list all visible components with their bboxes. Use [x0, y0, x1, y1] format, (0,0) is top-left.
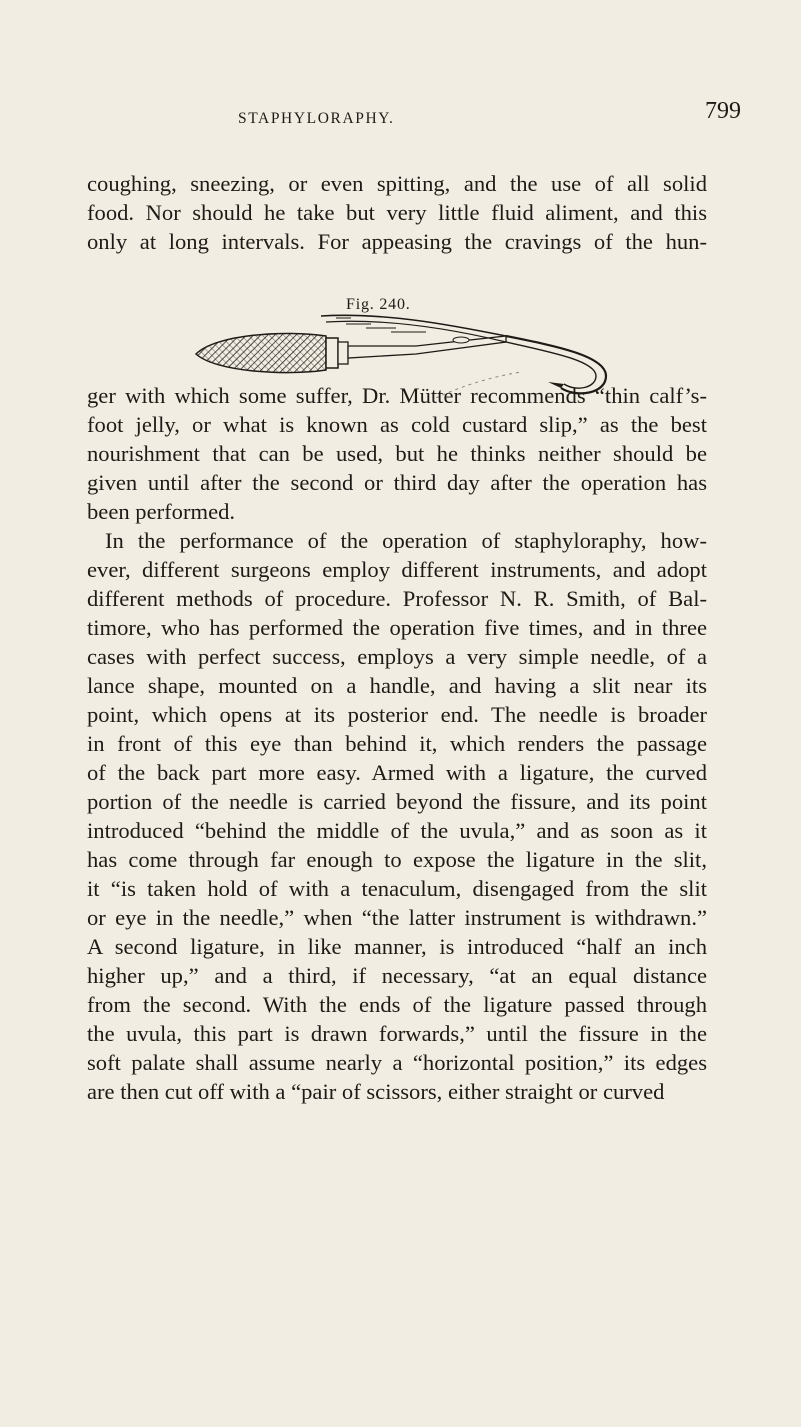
text-line: the uvula, this part is drawn forwards,” until the fissure in the [87, 1021, 707, 1046]
text-line: coughing, sneezing, or even spitting, and the use of all solid [87, 171, 707, 196]
text-line: or eye in the needle,” when “the latter instrument is withdrawn.” [87, 905, 707, 930]
text-line: of the back part more easy. Armed with a ligature, the curved [87, 760, 707, 785]
text-line: food. Nor should he take but very little fluid aliment, and this [87, 200, 707, 225]
text-line: in front of this eye than behind it, which renders the passage [87, 731, 707, 756]
figure-caption: Fig. 240. [346, 296, 411, 313]
paragraph-2 [87, 381, 707, 1106]
text-line: portion of the needle is carried beyond the fissure, and its point [87, 789, 707, 814]
text-line: lance shape, mounted on a handle, and having a slit near its [87, 673, 707, 698]
text-line: higher up,” and a third, if necessary, “at an equal distance [87, 963, 707, 988]
text-line: In the performance of the operation of staphyloraphy, how- [105, 528, 707, 553]
text-line: soft palate shall assume nearly a “horizontal position,” its edges [87, 1050, 707, 1075]
text-line: has come through far enough to expose the ligature in the slit, [87, 847, 707, 872]
text-line: are then cut off with a “pair of scissors, either straight or curved [87, 1079, 665, 1104]
text-line: given until after the second or third day after the operation has [87, 470, 707, 495]
text-line: from the second. With the ends of the ligature passed through [87, 992, 707, 1017]
page-number: 799 [705, 98, 741, 124]
text-line: point, which opens at its posterior end. The needle is broader [87, 702, 707, 727]
text-line: different methods of procedure. Professor N. R. Smith, of Bal- [87, 586, 707, 611]
running-title: STAPHYLORAPHY. [238, 110, 395, 127]
text-line: ever, different surgeons employ different instruments, and adopt [87, 557, 707, 582]
text-line: only at long intervals. For appeasing the cravings of the hun- [87, 229, 707, 254]
text-line: nourishment that can be used, but he thinks neither should be [87, 441, 707, 466]
text-line: ger with which some suffer, Dr. Mütter recommends “thin calf’s- [87, 383, 707, 408]
paragraph-1 [87, 169, 707, 256]
text-line: been performed. [87, 499, 236, 524]
text-line: introduced “behind the middle of the uvula,” and as soon as it [87, 818, 707, 843]
text-line: cases with perfect success, employs a very simple needle, of a [87, 644, 707, 669]
text-line: foot jelly, or what is known as cold custard slip,” as the best [87, 412, 707, 437]
text-line: it “is taken hold of with a tenaculum, disengaged from the slit [87, 876, 707, 901]
text-line: timore, who has performed the operation five times, and in three [87, 615, 707, 640]
text-line: A second ligature, in like manner, is introduced “half an inch [87, 934, 707, 959]
